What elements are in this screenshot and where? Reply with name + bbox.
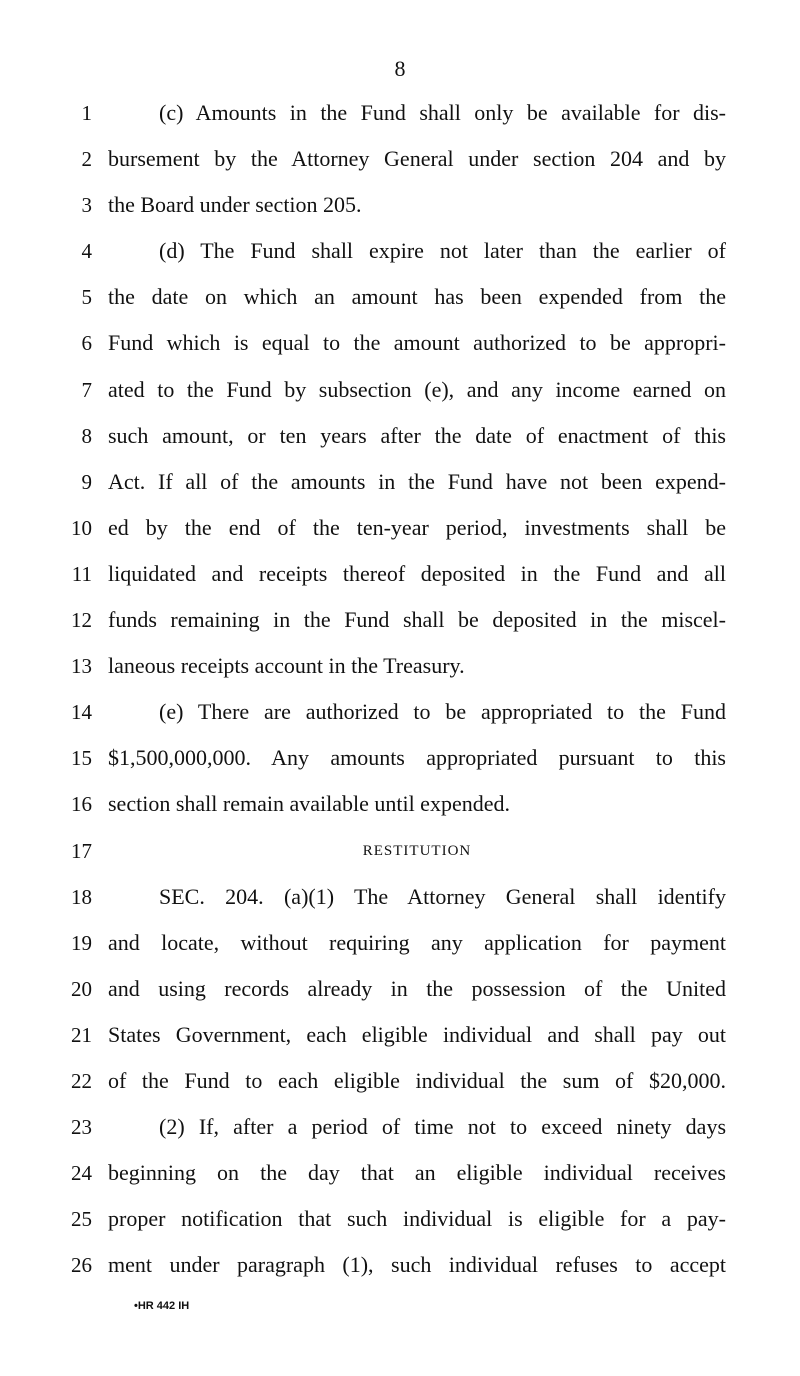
line-16: [0, 787, 800, 833]
line-3: [0, 188, 800, 234]
line-number: 21: [71, 1022, 92, 1047]
bill-text: [0, 96, 800, 1294]
line-text: beginning on the day that an eligible individual receives: [108, 1160, 726, 1186]
line-text: (c) Amounts in the Fund shall only be available for dis-: [159, 100, 726, 125]
line-number: 1: [81, 101, 92, 125]
line-number: 5: [81, 285, 92, 310]
line-number: 8: [81, 423, 92, 448]
line-number: 3: [81, 193, 92, 218]
page-number: 8: [394, 56, 406, 81]
line-number: 18: [71, 884, 92, 909]
line-text: $1,500,000,000. Any amounts appropriated pursuant to this: [108, 745, 726, 771]
line-number: 10: [71, 515, 92, 540]
line-6: [0, 326, 800, 372]
line-text: funds remaining in the Fund shall be deposited in the miscel-: [108, 607, 726, 633]
line-13: [0, 649, 800, 695]
line-text: Act. If all of the amounts in the Fund have not been expend-: [108, 468, 726, 494]
line-number: 19: [71, 930, 92, 955]
line-2: [0, 142, 800, 188]
line-18: [0, 880, 800, 926]
line-number: 23: [71, 1115, 92, 1140]
line-number: 22: [71, 1068, 92, 1093]
line-text: bursement by the Attorney General under section 204 and by: [108, 146, 726, 172]
line-15: [0, 741, 800, 787]
line-text: ment under paragraph (1), such individual refuses to accept: [108, 1252, 726, 1278]
bill-identifier-footer: •HR 442 IH: [134, 1300, 190, 1312]
line-number: 4: [81, 239, 92, 264]
line-text: laneous receipts account in the Treasury.: [108, 653, 465, 679]
line-number: 25: [71, 1207, 92, 1232]
line-text: proper notification that such individual is eligible for a pay-: [108, 1206, 726, 1232]
line-text: and using records already in the possession of the United: [108, 975, 726, 1001]
line-text: and locate, without requiring any application for payment: [108, 929, 726, 955]
line-14: [0, 695, 800, 741]
line-number: 11: [71, 561, 92, 586]
line-text: ed by the end of the ten-year period, investments shall be: [108, 514, 726, 540]
line-25: [0, 1202, 800, 1248]
line-number: 15: [71, 746, 92, 771]
line-number: 20: [71, 976, 92, 1001]
line-17: [0, 834, 800, 880]
line-text: ated to the Fund by subsection (e), and any income earned on: [108, 376, 726, 402]
line-text: of the Fund to each eligible individual the sum of $20,000.: [108, 1067, 726, 1093]
line-26: [0, 1248, 800, 1294]
line-23: [0, 1110, 800, 1156]
line-number: 14: [71, 700, 92, 725]
line-8: [0, 419, 800, 465]
line-number: 17: [71, 838, 92, 863]
section-heading: RESTITUTION: [362, 842, 472, 859]
line-number: 13: [71, 654, 92, 679]
line-number: 26: [71, 1253, 92, 1278]
line-text: (d) The Fund shall expire not later than the earlier of: [159, 238, 726, 264]
line-10: [0, 511, 800, 557]
line-12: [0, 603, 800, 649]
line-number: 2: [81, 147, 92, 172]
line-9: [0, 465, 800, 511]
line-text: section shall remain available until expended.: [108, 791, 510, 817]
line-number: 24: [71, 1161, 92, 1186]
line-7: [0, 373, 800, 419]
line-21: [0, 1018, 800, 1064]
line-20: [0, 972, 800, 1018]
line-19: [0, 926, 800, 972]
line-number: 12: [71, 608, 92, 633]
line-text: (e) There are authorized to be appropriated to the Fund: [159, 699, 726, 725]
line-number: 7: [81, 377, 92, 402]
line-11: [0, 557, 800, 603]
line-22: [0, 1064, 800, 1110]
line-number: 6: [81, 331, 92, 356]
line-text: such amount, or ten years after the date of enactment of this: [108, 422, 726, 448]
line-text: States Government, each eligible individual and shall pay out: [108, 1021, 726, 1047]
line-number: 16: [71, 792, 92, 817]
line-number: 9: [81, 469, 92, 494]
line-1: [0, 96, 800, 142]
line-4: [0, 234, 800, 280]
line-text: liquidated and receipts thereof deposited in the Fund and all: [108, 560, 726, 586]
line-24: [0, 1156, 800, 1202]
line-text: the date on which an amount has been expended from the: [108, 284, 726, 310]
line-text: SEC. 204. (a)(1) The Attorney General shall identify: [159, 883, 726, 909]
line-text: (2) If, after a period of time not to exceed ninety days: [159, 1114, 726, 1140]
line-text: the Board under section 205.: [108, 192, 362, 218]
line-text: Fund which is equal to the amount authorized to be appropri-: [108, 330, 726, 356]
line-5: [0, 280, 800, 326]
